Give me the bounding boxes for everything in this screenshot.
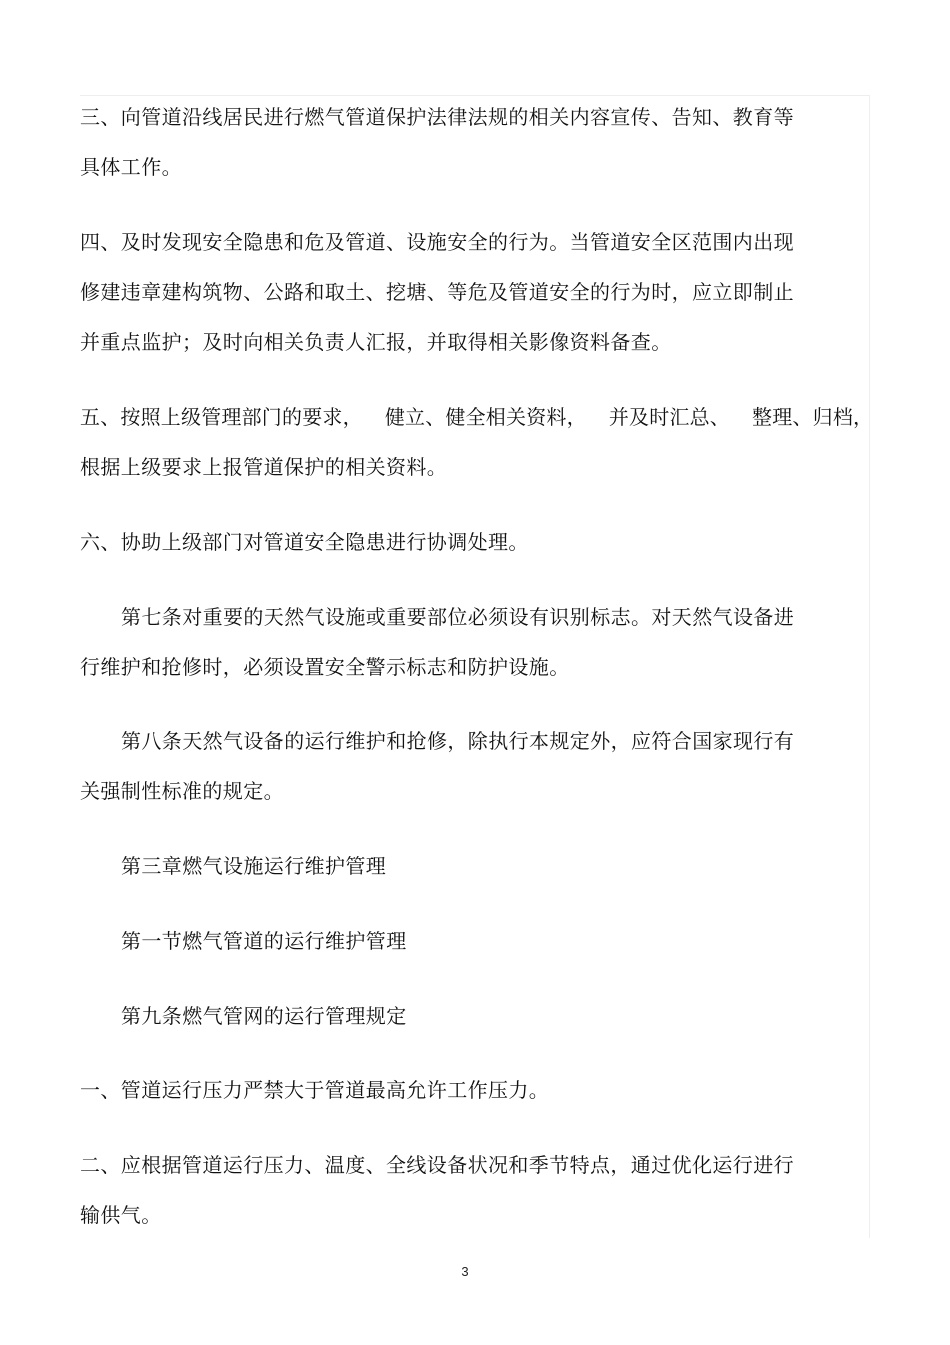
section-1-heading: 第一节燃气管道的运行维护管理 [121,929,407,953]
paragraph-4-line-1: 四、及时发现安全隐患和危及管道、设施安全的行为。当管道安全区范围内出现 [80,230,794,254]
paragraph-3-line-2: 具体工作。 [80,155,182,179]
paragraph-5-line-2: 根据上级要求上报管道保护的相关资料。 [80,455,448,479]
paragraph-3-line-1: 三、向管道沿线居民进行燃气管道保护法律法规的相关内容宣传、告知、教育等 [80,105,794,129]
page-frame-top-rule [80,95,870,96]
paragraph-6-line-1: 六、协助上级部门对管道安全隐患进行协调处理。 [80,530,529,554]
paragraph-5-part-3: 并及时汇总、 [608,405,731,429]
paragraph-5-part-4: 整理、归档， [752,405,874,429]
chapter-3-heading: 第三章燃气设施运行维护管理 [121,854,387,878]
article-7-line-1: 第七条对重要的天然气设施或重要部位必须设有识别标志。对天然气设备进 [121,605,795,629]
paragraph-4-line-3: 并重点监护；及时向相关负责人汇报，并取得相关影像资料备查。 [80,330,672,354]
article-8-line-2: 关强制性标准的规定。 [80,779,284,803]
article-7-line-2: 行维护和抢修时，必须设置安全警示标志和防护设施。 [80,655,570,679]
page-number: 3 [461,1264,469,1279]
page-frame-right-rule [869,95,870,1238]
article-9-heading: 第九条燃气管网的运行管理规定 [121,1004,407,1028]
item-2-line-2: 输供气。 [80,1203,162,1227]
paragraph-4-line-2: 修建违章建构筑物、公路和取土、挖塘、等危及管道安全的行为时，应立即制止 [80,280,794,304]
paragraph-5-part-2: 健立、健全相关资料， [384,405,587,429]
item-2-line-1: 二、应根据管道运行压力、温度、全线设备状况和季节特点，通过优化运行进行 [80,1153,794,1177]
article-8-line-1: 第八条天然气设备的运行维护和抢修，除执行本规定外，应符合国家现行有 [121,729,795,753]
paragraph-5-line-1 [80,404,873,430]
item-1-line-1: 一、管道运行压力严禁大于管道最高允许工作压力。 [80,1078,550,1102]
paragraph-5-part-1: 五、按照上级管理部门的要求， [80,405,363,429]
